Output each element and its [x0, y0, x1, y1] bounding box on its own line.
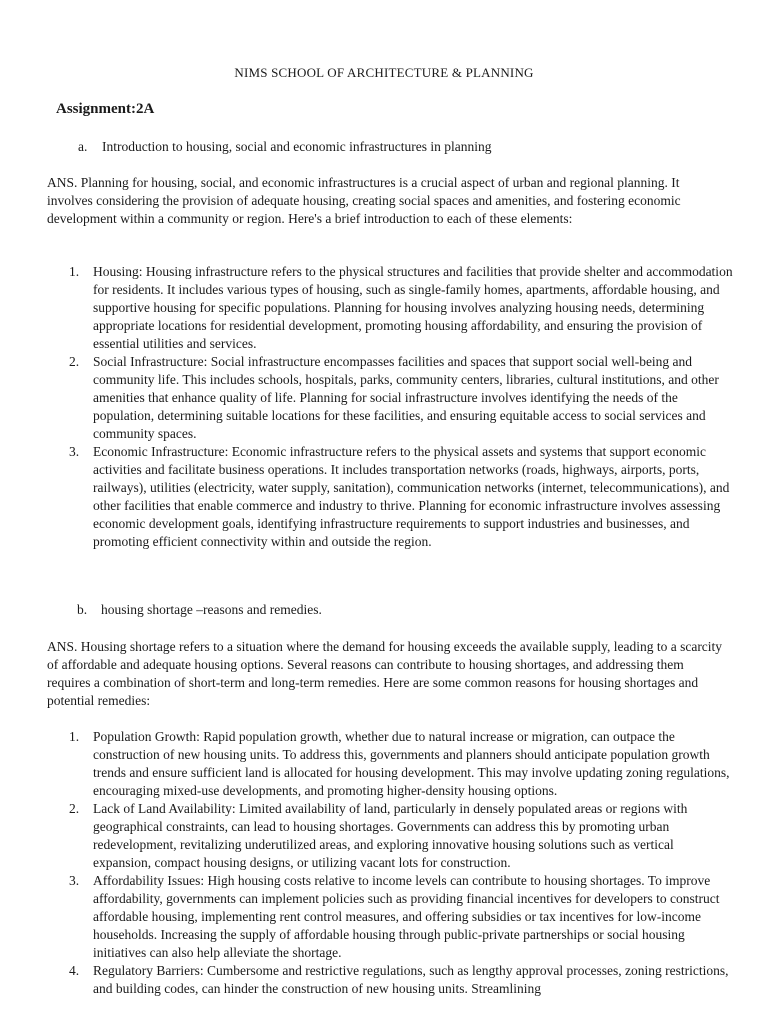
section-a-heading-text: Introduction to housing, social and economic infrastructures in planning	[102, 139, 492, 154]
list-item-text: Housing: Housing infrastructure refers to the physical structures and facilities that provide shelter and accommodation for residents. It includes various types of housing, such as single-family homes, apartments, affordable housing, and supportive housing for specific populations. Planning for housing involves analyzing housing needs, determining appropriate locations for residential development, promoting housing affordability, and ensuring the provision of essential utilities and services.	[93, 264, 733, 351]
section-b-answer: ANS. Housing shortage refers to a situation where the demand for housing exceeds the available supply, leading to a scarcity of affordable and adequate housing options. Several reasons can contribute to housing shortages, and addressing them requires a combination of short-term and long-term remedies. Here are some common reasons for housing shortages and potential remedies:	[47, 639, 723, 708]
section-a-answer: ANS. Planning for housing, social, and economic infrastructures is a crucial aspect of urban and regional planning. It involves considering the provision of adequate housing, creating social spaces and amenities, and fostering economic development within a community or region. Here's a brief introduction to each of these elements:	[47, 175, 681, 226]
list-item-number: 2.	[69, 354, 80, 369]
list-item	[69, 872, 733, 962]
list-item	[69, 353, 733, 443]
list-item-number: 2.	[69, 801, 80, 816]
list-item-number: 3.	[69, 444, 80, 459]
list-item	[69, 443, 733, 551]
assignment-heading: Assignment:2A	[56, 101, 155, 117]
list-item-text: Social Infrastructure: Social infrastructure encompasses facilities and spaces that support social well-being and community life. This includes schools, hospitals, parks, community centers, libraries, cultural institutions, and other amenities that enhance quality of life. Planning for social infrastructure involves identifying the needs of the population, determining suitable locations for these facilities, and ensuring equitable access to social services and community spaces.	[93, 354, 719, 441]
list-item	[69, 728, 733, 800]
list-item-number: 1.	[69, 264, 80, 279]
section-b-list	[69, 728, 733, 998]
list-item-text: Lack of Land Availability: Limited availability of land, particularly in densely populated areas or regions with geographical constraints, can lead to housing shortages. Governments can address this by promoting urban redevelopment, revitalizing underutilized areas, and exploring innovative housing solutions such as vertical expansion, compact housing designs, or utilizing vacant lots for construction.	[93, 801, 688, 870]
list-item	[69, 263, 733, 353]
list-item	[69, 800, 733, 872]
page-title: NIMS SCHOOL OF ARCHITECTURE & PLANNING	[234, 65, 534, 80]
list-item-number: 4.	[69, 963, 80, 978]
list-item-number: 3.	[69, 873, 80, 888]
section-a-heading	[78, 139, 492, 155]
list-item-text: Regulatory Barriers: Cumbersome and restrictive regulations, such as lengthy approval processes, zoning restrictions, and building codes, can hinder the construction of new housing units. Streamlining	[93, 963, 729, 996]
section-a-marker: a.	[78, 139, 88, 154]
section-b-heading	[77, 602, 322, 618]
list-item	[69, 962, 733, 998]
section-b-heading-text: housing shortage –reasons and remedies.	[101, 602, 322, 617]
section-a-list	[69, 263, 733, 551]
list-item-text: Population Growth: Rapid population growth, whether due to natural increase or migration, can outpace the construction of new housing units. To address this, governments and planners should anticipate population growth trends and ensure sufficient land is allocated for housing development. This may involve updating zoning regulations, encouraging mixed-use developments, and promoting higher-density housing options.	[93, 729, 730, 798]
list-item-text: Affordability Issues: High housing costs relative to income levels can contribute to housing shortages. To improve affordability, governments can implement policies such as providing financial incentives for developers to construct affordable housing, implementing rent control measures, and offering subsidies or tax incentives for low-income households. Increasing the supply of affordable housing through public-private partnerships or social housing initiatives can also help alleviate the shortage.	[93, 873, 720, 960]
list-item-number: 1.	[69, 729, 80, 744]
list-item-text: Economic Infrastructure: Economic infrastructure refers to the physical assets and systems that support economic activities and facilitate business operations. It includes transportation networks (roads, highways, airports, ports, railways), utilities (electricity, water supply, sanitation), communication networks (internet, telecommunications), and other facilities that enable commerce and industry to thrive. Planning for economic infrastructure involves assessing economic development goals, identifying infrastructure requirements to support industries and businesses, and promoting efficient connectivity within and outside the region.	[93, 444, 730, 549]
section-b-marker: b.	[77, 602, 88, 617]
